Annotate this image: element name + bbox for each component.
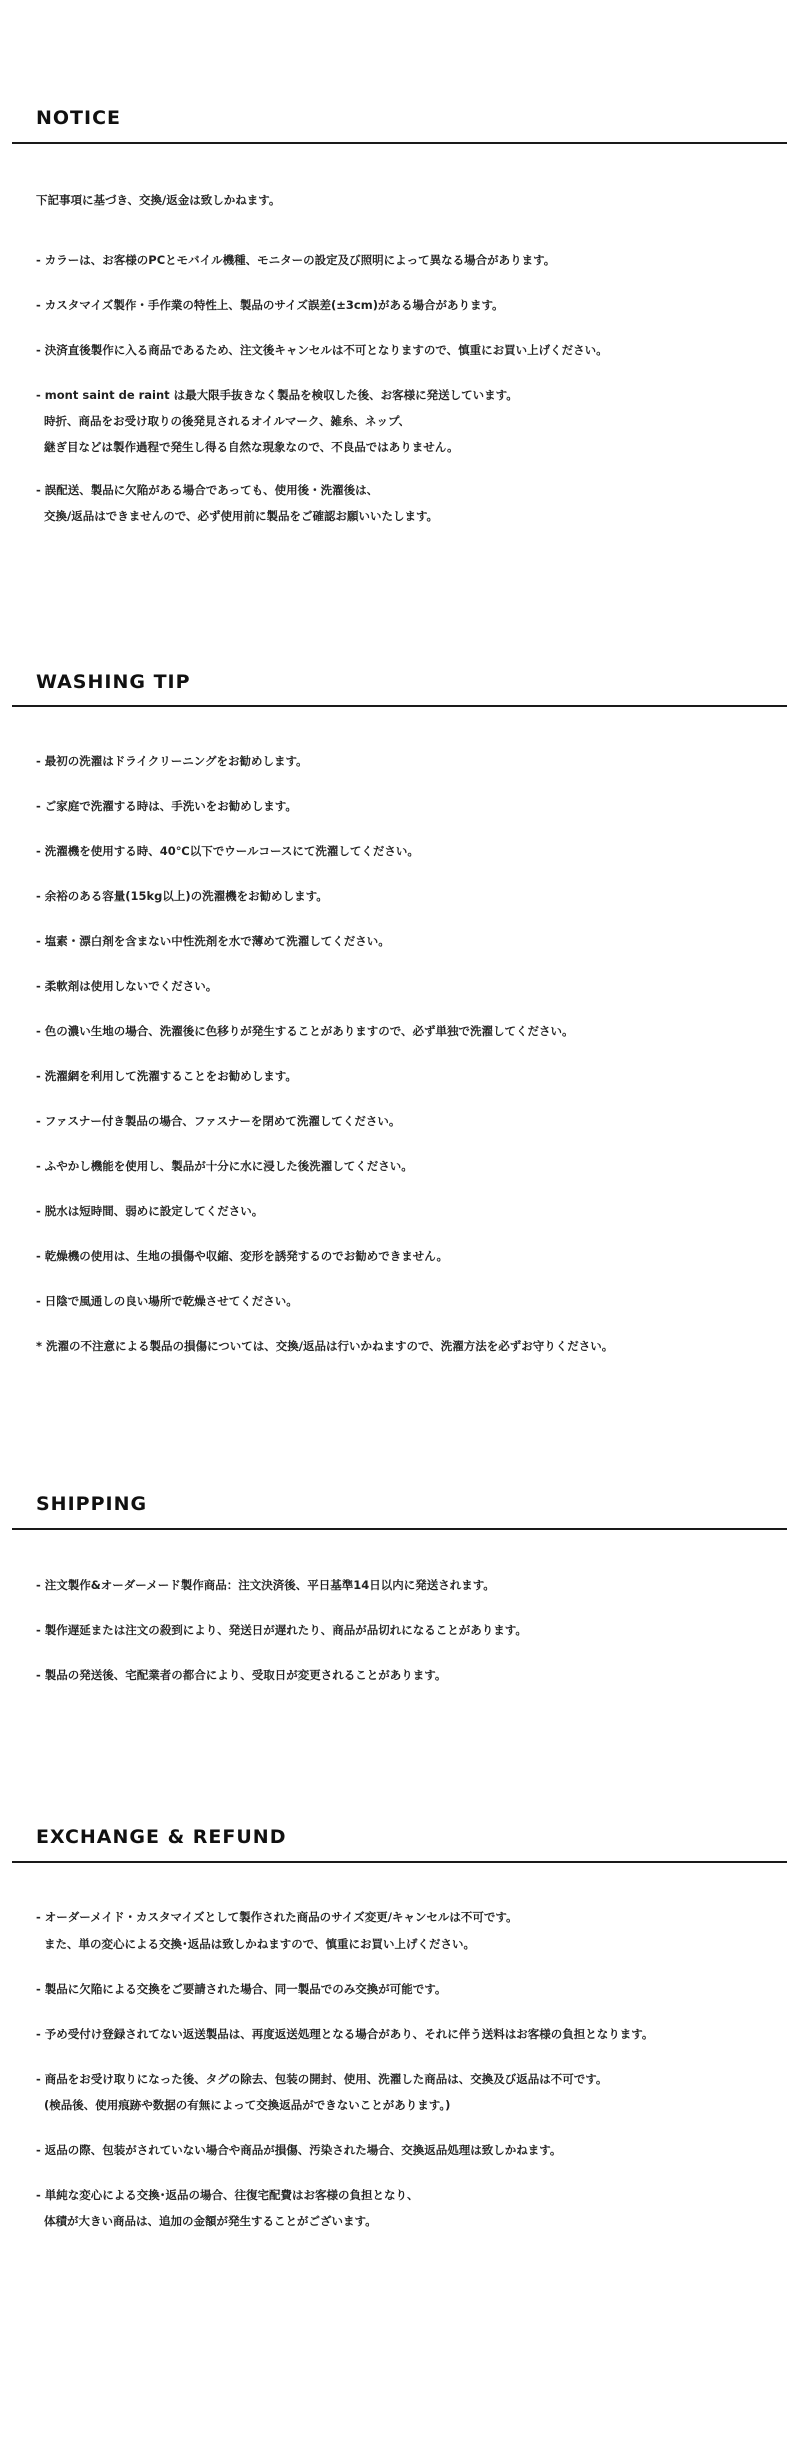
shipping-line: - 製品の発送後、宅配業者の都合により、受取日が変更されることがあります。	[36, 1668, 447, 1682]
notice-divider	[12, 142, 787, 144]
exchange-line: - オーダーメイド・カスタマイズとして製作された商品のサイズ変更/キャンセルは不可です。	[36, 1910, 518, 1924]
washing-line: - 乾燥機の使用は、生地の損傷や収縮、変形を誘発するのでお勧めできません。	[36, 1249, 448, 1263]
washing-line: - 柔軟剤は使用しないでください。	[36, 979, 218, 993]
washing-line: - 塩素・漂白剤を含まない中性洗剤を水で薄めて洗濯してください。	[36, 934, 390, 948]
washing-heading: WASHING TIP	[36, 671, 191, 693]
notice-line: - mont saint de raint は最大限手抜きなく製品を検収した後、お客様に発送しています。	[36, 388, 518, 402]
washing-line: - 洗濯機を使用する時、40℃以下でウールコースにて洗濯してください。	[36, 844, 419, 858]
notice-heading: NOTICE	[36, 107, 122, 129]
exchange-line: - 製品に欠陥による交換をご要請された場合、同一製品でのみ交換が可能です。	[36, 1982, 447, 1996]
shipping-heading: SHIPPING	[36, 1493, 148, 1515]
washing-divider	[12, 705, 787, 707]
washing-line: - ご家庭で洗濯する時は、手洗いをお勧めします。	[36, 799, 297, 813]
exchange-line: - 商品をお受け取りになった後、タグの除去、包装の開封、使用、洗濯した商品は、交換及び返品は不可です。	[36, 2072, 608, 2086]
washing-line: - ファスナー付き製品の場合、ファスナーを閉めて洗濯してください。	[36, 1114, 401, 1128]
notice-line: - カスタマイズ製作・手作業の特性上、製品のサイズ誤差(±3cm)がある場合があります。	[36, 298, 504, 312]
washing-line: - ふやかし機能を使用し、製品が十分に水に浸した後洗濯してください。	[36, 1159, 413, 1173]
notice-line: - カラーは、お客様のPCとモバイル機種、モニターの設定及び照明によって異なる場合があります。	[36, 253, 556, 267]
washing-line: - 余裕のある容量(15kg以上)の洗濯機をお勧めします。	[36, 889, 328, 903]
exchange-line: また、単の変心による交換･返品は致しかねますので、慎重にお買い上げください。	[44, 1937, 476, 1951]
exchange-line: 体積が大きい商品は、追加の金額が発生することがございます。	[44, 2214, 377, 2228]
shipping-divider	[12, 1528, 787, 1530]
washing-line: - 色の濃い生地の場合、洗濯後に色移りが発生することがありますので、必ず単独で洗濯してください。	[36, 1024, 574, 1038]
exchange-line: - 単純な変心による交換･返品の場合、往復宅配費はお客様の負担となり、	[36, 2188, 419, 2202]
exchange-line: - 返品の際、包装がされていない場合や商品が損傷、汚染された場合、交換返品処理は致しかねます。	[36, 2143, 562, 2157]
notice-line: 時折、商品をお受け取りの後発見されるオイルマーク、雑糸、ネップ、	[44, 414, 411, 428]
exchange-divider	[12, 1861, 787, 1863]
notice-line: - 誤配送、製品に欠陥がある場合であっても、使用後・洗濯後は、	[36, 483, 379, 497]
washing-line: - 脱水は短時間、弱めに設定してください。	[36, 1204, 264, 1218]
shipping-line: - 注文製作&オーダーメード製作商品：注文決済後、平日基準14日以内に発送されます。	[36, 1578, 495, 1592]
washing-line: * 洗濯の不注意による製品の損傷については、交換/返品は行いかねますので、洗濯方法を必ずお守りください。	[36, 1339, 614, 1353]
exchange-heading: EXCHANGE & REFUND	[36, 1826, 287, 1848]
shipping-line: - 製作遅延または注文の殺到により、発送日が遅れたり、商品が品切れになることがあります。	[36, 1623, 527, 1637]
washing-line: - 洗濯網を利用して洗濯することをお勧めします。	[36, 1069, 297, 1083]
exchange-line: - 予め受付け登録されてない返送製品は、再度返送処理となる場合があり、それに伴う送料はお客様の負担となります。	[36, 2027, 654, 2041]
notice-line: 下記事項に基づき、交換/返金は致しかねます。	[36, 193, 281, 207]
washing-line: - 日陰で風通しの良い場所で乾燥させてください。	[36, 1294, 298, 1308]
exchange-line: (検品後、使用痕跡や数据の有無によって交換返品ができないことがあります。)	[44, 2098, 451, 2112]
notice-line: 継ぎ目などは製作過程で発生し得る自然な現象なので、不良品ではありません。	[44, 440, 459, 454]
washing-line: - 最初の洗濯はドライクリーニングをお勧めします。	[36, 754, 308, 768]
notice-line: 交換/返品はできませんので、必ず使用前に製品をご確認お願いいたします。	[44, 509, 439, 523]
notice-line: - 決済直後製作に入る商品であるため、注文後キャンセルは不可となりますので、慎重にお買い上げください。	[36, 343, 608, 357]
